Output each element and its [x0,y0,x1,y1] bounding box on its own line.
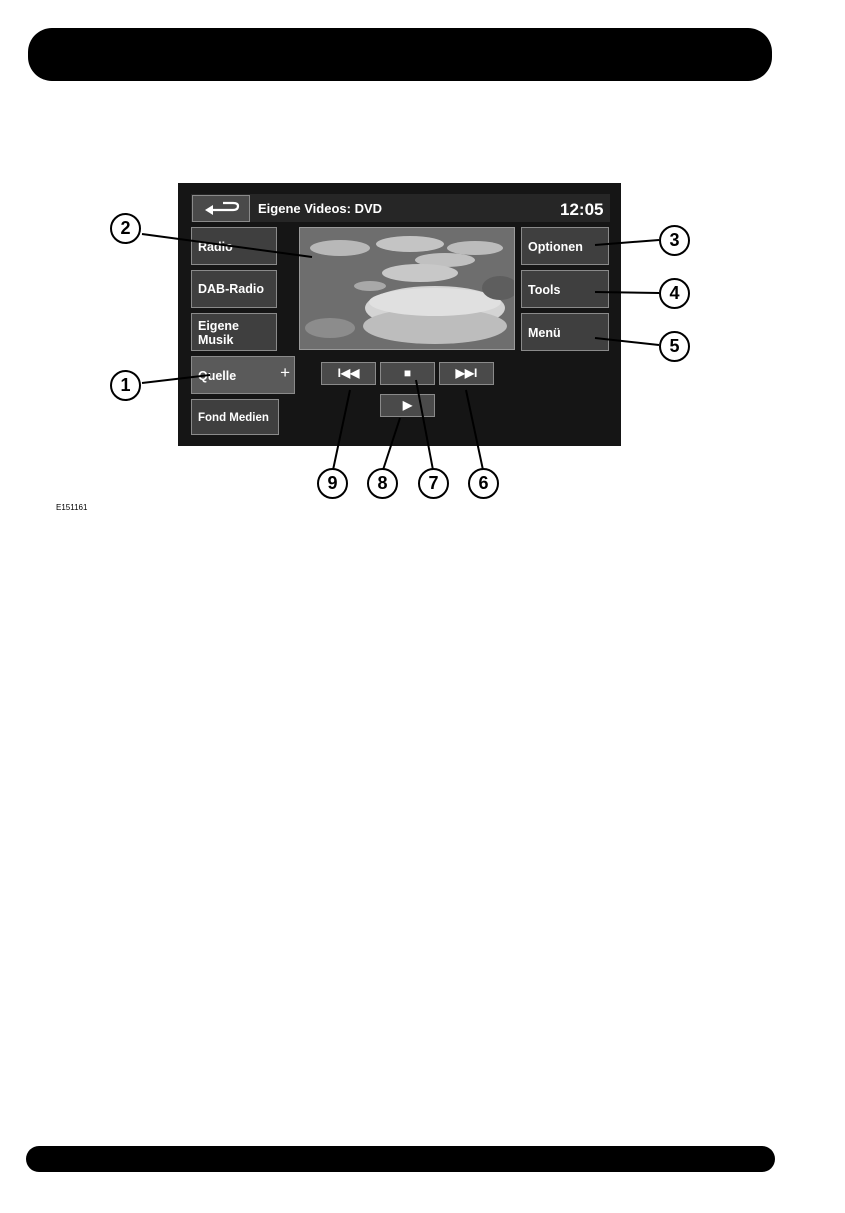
screen-title: Eigene Videos: DVD [258,201,383,216]
menu-label: Menü [528,326,561,340]
stop-icon: ■ [403,366,412,380]
eigene-musik-label: Eigene Musik [198,319,239,347]
quelle-label: Quelle [198,369,237,383]
callout-1: 1 [110,370,141,401]
plus-icon: + [280,363,290,382]
callout-2: 2 [110,213,141,244]
callout-8: 8 [367,468,398,499]
radio-label: Radio [198,240,233,254]
play-icon: ▶ [402,398,413,412]
clock: 12:05 [560,200,604,219]
skip-back-icon: I◀◀ [337,366,360,380]
callout-9: 9 [317,468,348,499]
tools-label: Tools [528,283,561,297]
skip-forward-icon: ▶▶I [455,366,478,380]
callout-4: 4 [659,278,690,309]
dab-radio-label: DAB-Radio [198,282,264,296]
figure-id: E151161 [56,503,88,512]
callout-6: 6 [468,468,499,499]
callout-5: 5 [659,331,690,362]
callout-3: 3 [659,225,690,256]
fond-medien-label: Fond Medien [198,412,269,424]
optionen-label: Optionen [528,240,583,254]
callout-7: 7 [418,468,449,499]
footer-bar [26,1146,775,1172]
